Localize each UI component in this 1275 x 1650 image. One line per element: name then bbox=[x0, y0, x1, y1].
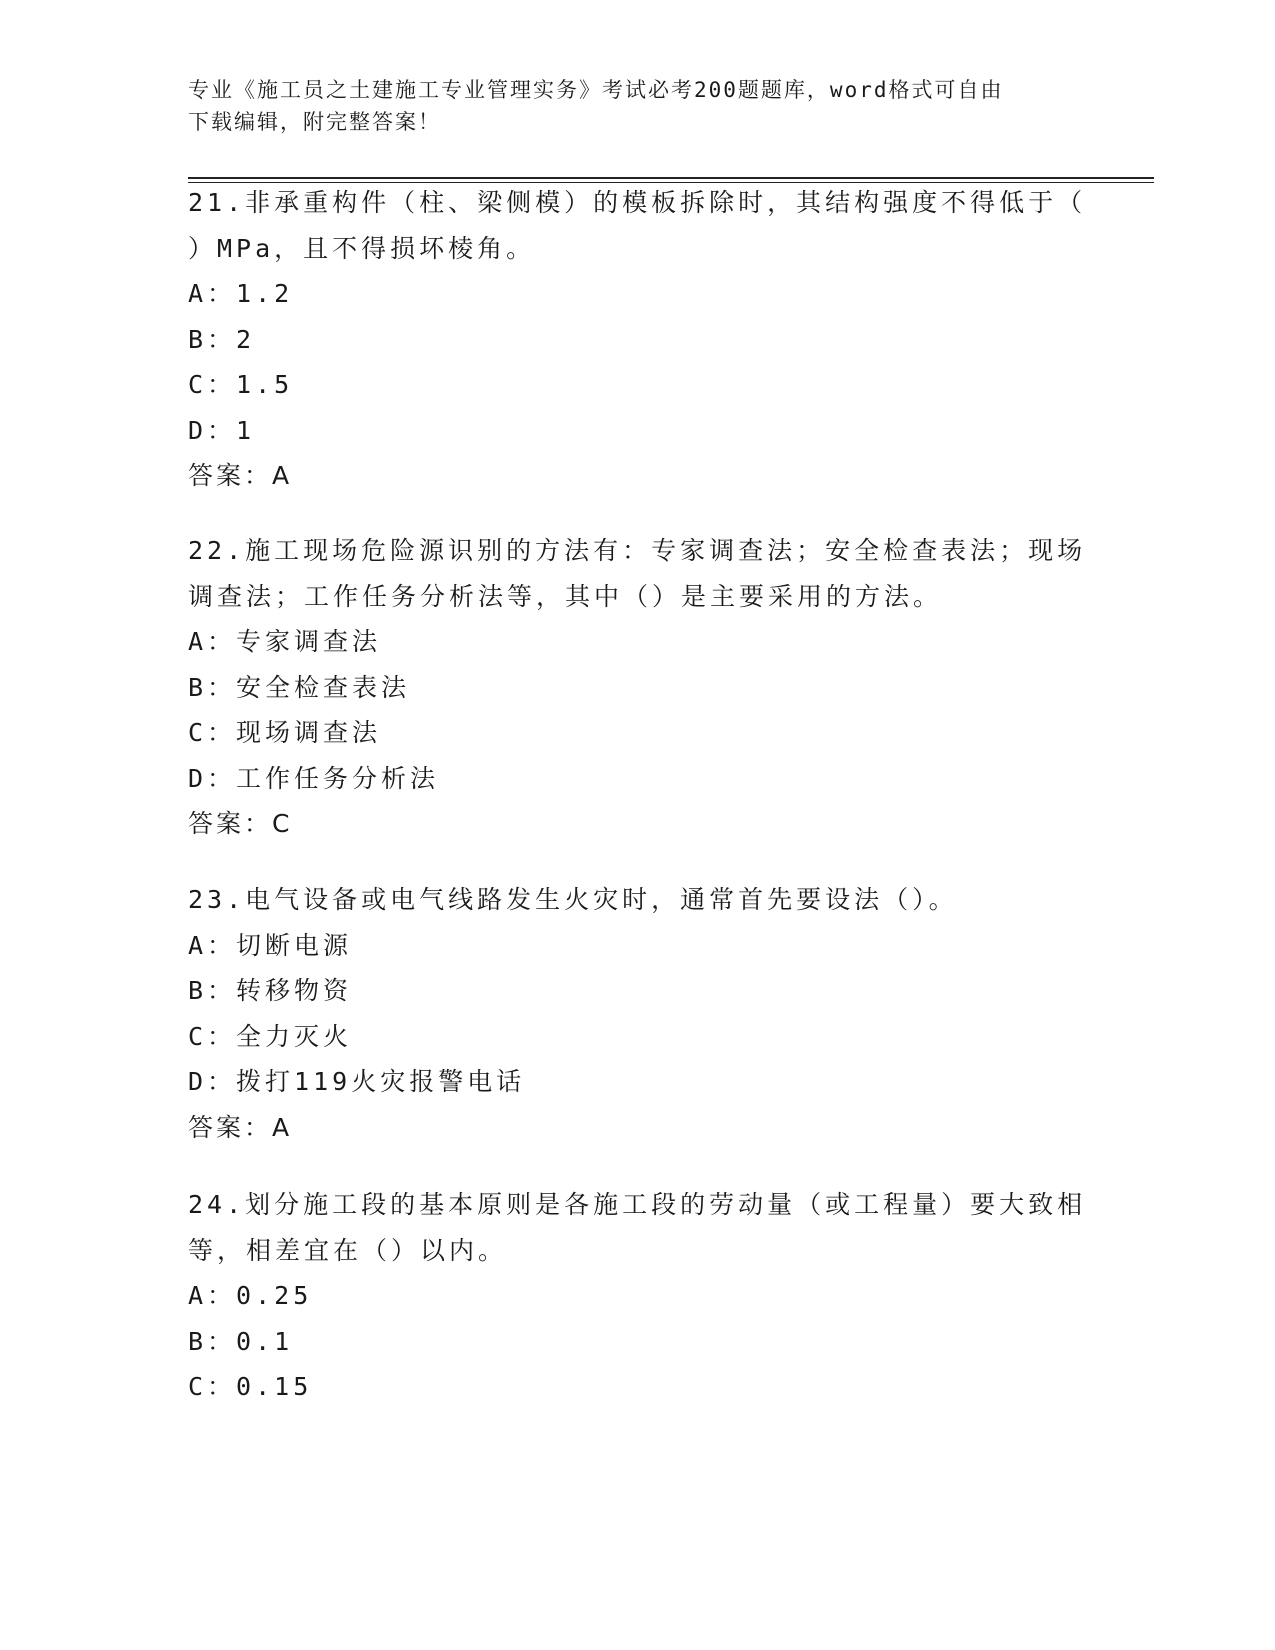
question-text: 21.非承重构件（柱、梁侧模）的模板拆除时，其结构强度不得低于（ ）MPa，且不得损坏棱角。 bbox=[188, 188, 1087, 263]
option-d: D：工作任务分析法 bbox=[188, 763, 440, 793]
question-text: 23.电气设备或电气线路发生火灾时，通常首先要设法（）。 bbox=[188, 885, 958, 914]
option-c: C：全力灭火 bbox=[188, 1021, 353, 1051]
option-a: A：1.2 bbox=[188, 279, 294, 308]
option-a: A：切断电源 bbox=[188, 930, 353, 960]
answer-line: 答案：A bbox=[188, 1112, 293, 1142]
option-a: A：0.25 bbox=[188, 1281, 313, 1310]
question-24 bbox=[188, 1182, 1088, 1410]
option-c: C：1.5 bbox=[188, 370, 294, 399]
question-text: 24.划分施工段的基本原则是各施工段的劳动量（或工程量）要大致相 等，相差宜在（）以内。 bbox=[188, 1190, 1087, 1265]
answer-line: 答案：A bbox=[188, 461, 293, 490]
header-divider-thick bbox=[188, 177, 1154, 179]
option-c: C：现场调查法 bbox=[188, 718, 382, 747]
option-b: B：转移物资 bbox=[188, 976, 353, 1005]
option-b: B：0.1 bbox=[188, 1326, 294, 1356]
option-d: D：1 bbox=[188, 415, 256, 445]
option-b: B：安全检查表法 bbox=[188, 672, 411, 702]
option-a: A：专家调查法 bbox=[188, 627, 382, 656]
question-22 bbox=[188, 528, 1088, 847]
document-header: 专业《施工员之土建施工专业管理实务》考试必考200题题库，word格式可自由 下载编辑，附完整答案！ bbox=[188, 78, 1004, 134]
option-d: D：拨打119火灾报警电话 bbox=[188, 1067, 526, 1096]
option-b: B：2 bbox=[188, 324, 256, 354]
answer-line: 答案：C bbox=[188, 809, 293, 838]
question-23 bbox=[188, 877, 1088, 1150]
question-21 bbox=[188, 180, 1088, 499]
question-text: 22.施工现场危险源识别的方法有：专家调查法；安全检查表法；现场 调查法；工作任务分析法等，其中（）是主要采用的方法。 bbox=[188, 536, 1087, 611]
option-c: C：0.15 bbox=[188, 1372, 313, 1401]
